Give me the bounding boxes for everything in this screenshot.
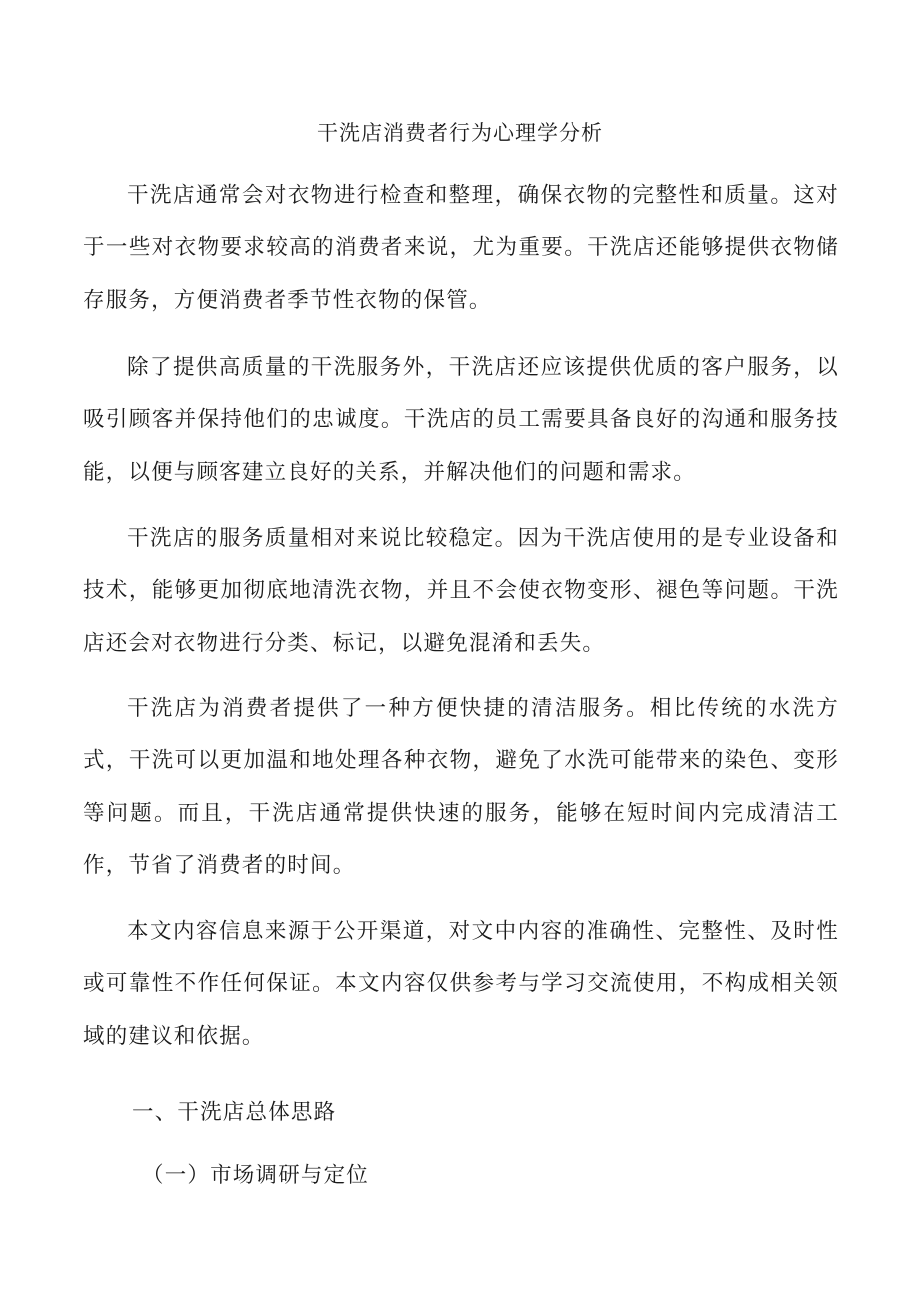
paragraph-customer-service: 除了提供高质量的干洗服务外，干洗店还应该提供优质的客户服务，以吸引顾客并保持他们的忠诚度。干洗店的员工需要具备良好的沟通和服务技能，以便与顾客建立良好的关系，并解决他们的问题和需求。 [83,355,839,485]
paragraph-convenience: 干洗店为消费者提供了一种方便快捷的清洁服务。相比传统的水洗方式，干洗可以更加温和地处理各种衣物，避免了水洗可能带来的染色、变形等问题。而且，干洗店通常提供快速的服务，能够在短时间内完成清洁工作，节省了消费者的时间。 [83,696,839,878]
document-title: 干洗店消费者行为心理学分析 [317,121,603,145]
subsection-heading: （一）市场调研与定位 [142,1163,370,1188]
paragraph-inspection: 干洗店通常会对衣物进行检查和整理，确保衣物的完整性和质量。这对于一些对衣物要求较高的消费者来说，尤为重要。干洗店还能够提供衣物储存服务，方便消费者季节性衣物的保管。 [83,183,839,313]
section-heading: 一、干洗店总体思路 [132,1100,337,1125]
paragraph-service-quality: 干洗店的服务质量相对来说比较稳定。因为干洗店使用的是专业设备和技术，能够更加彻底地清洗衣物，并且不会使衣物变形、褪色等问题。干洗店还会对衣物进行分类、标记，以避免混淆和丢失。 [83,526,839,656]
paragraph-disclaimer: 本文内容信息来源于公开渠道，对文中内容的准确性、完整性、及时性或可靠性不作任何保证。本文内容仅供参考与学习交流使用，不构成相关领域的建议和依据。 [83,919,839,1049]
